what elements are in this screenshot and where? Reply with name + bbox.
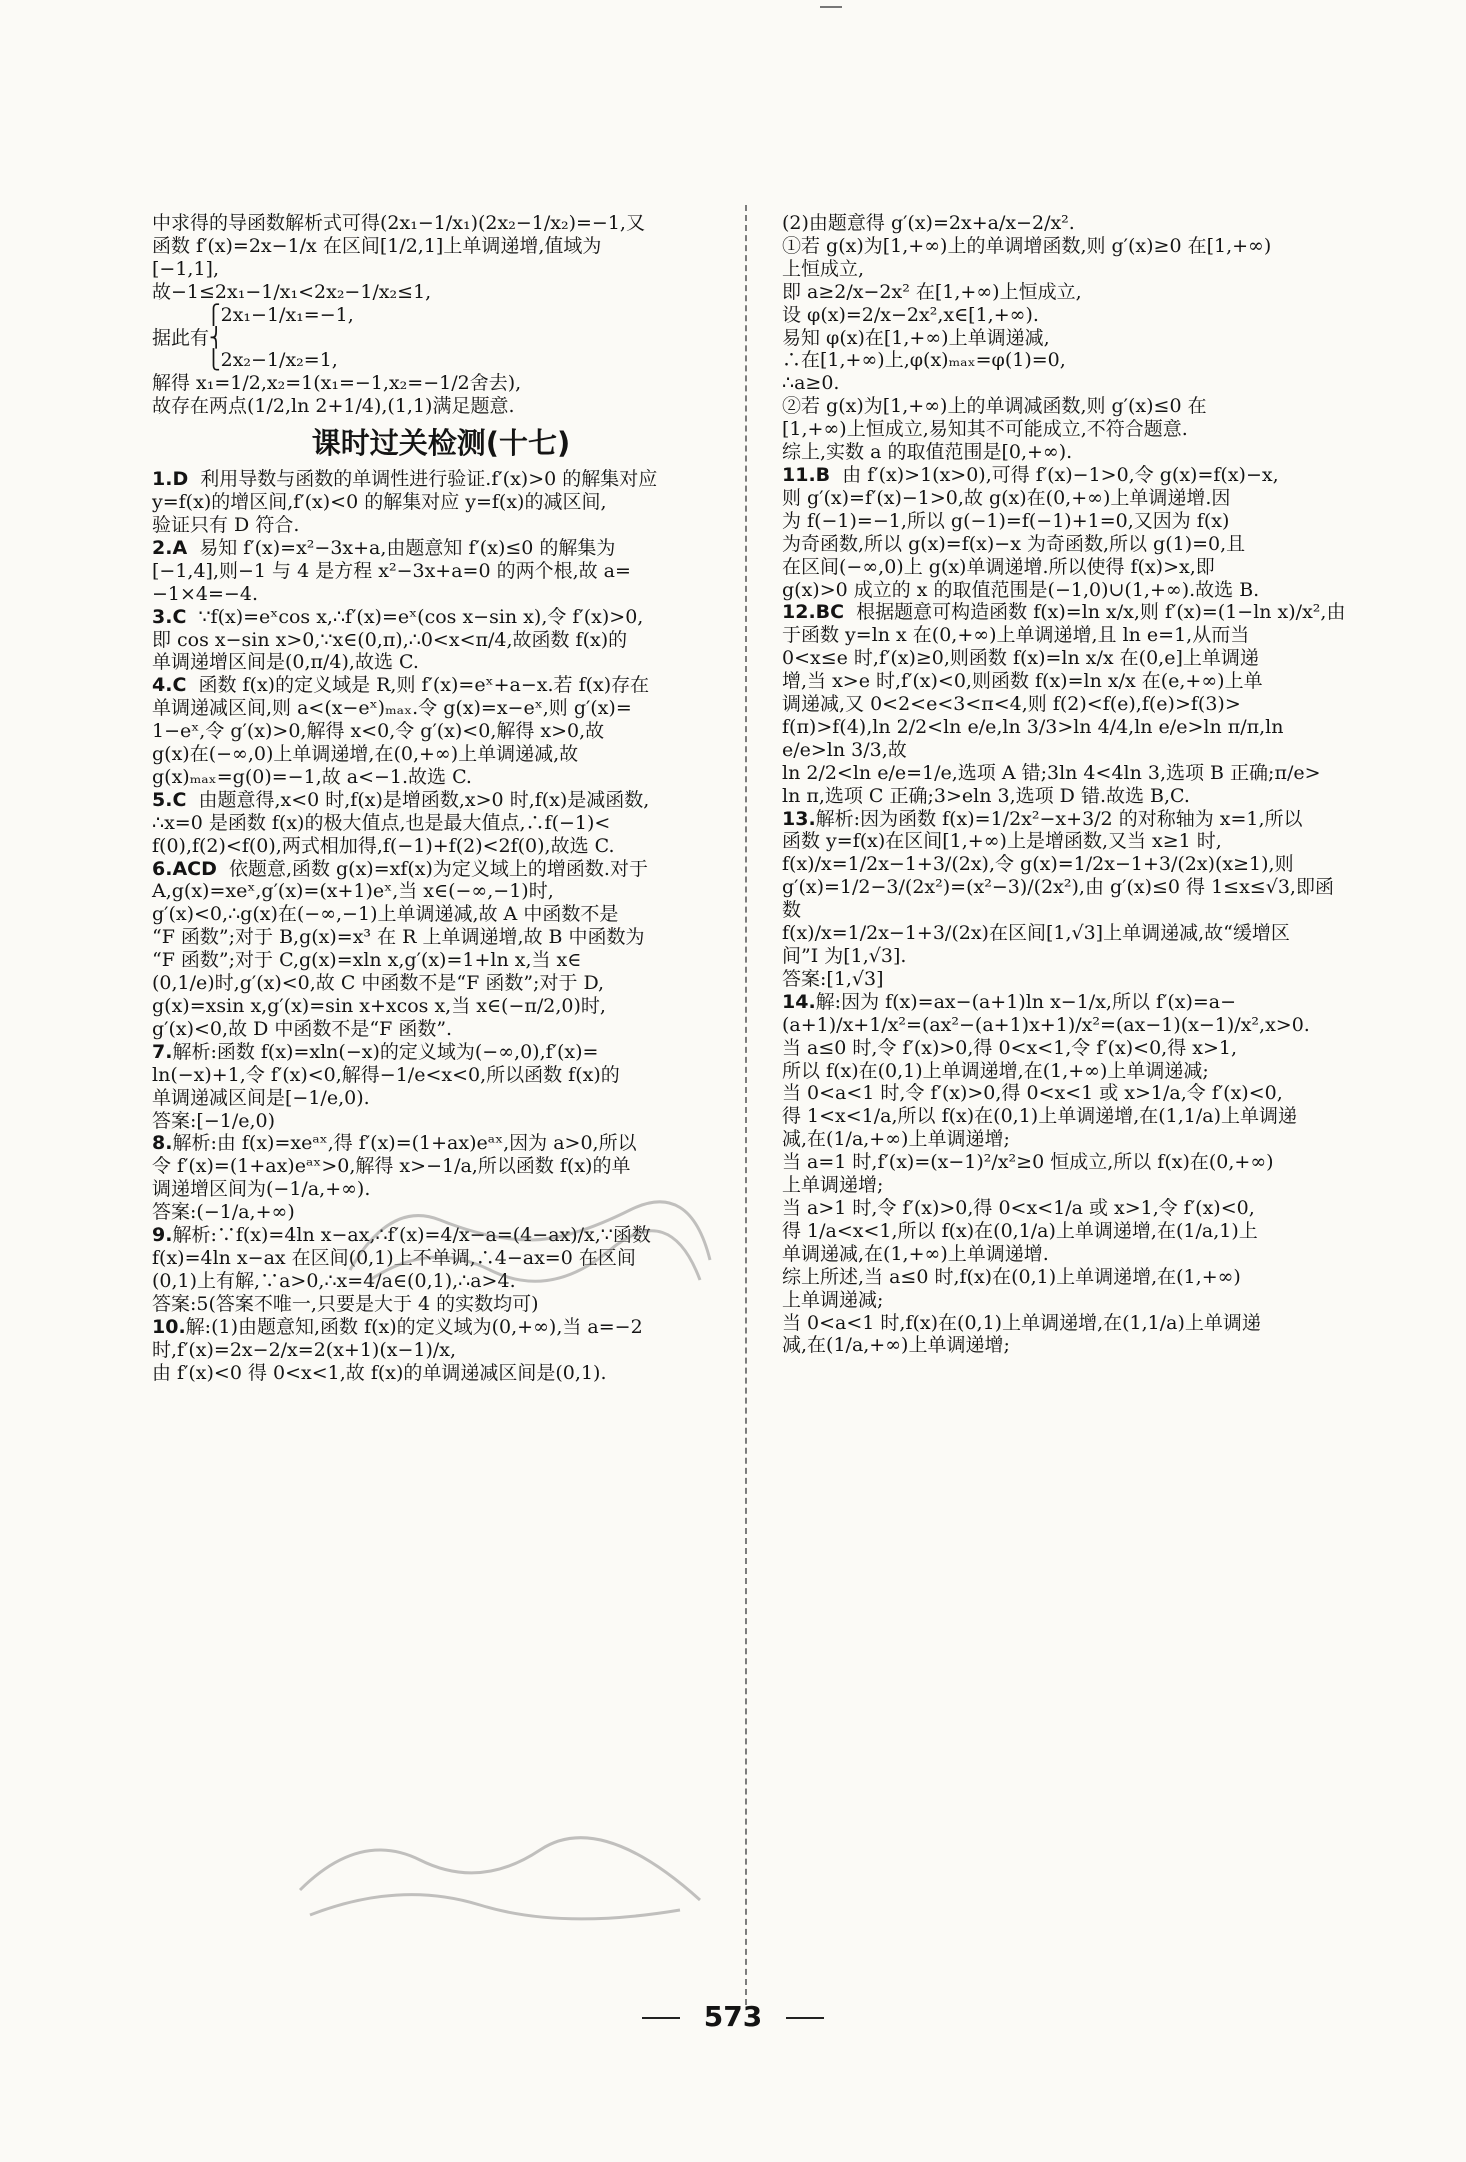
line-text: 为奇函数,所以 g(x)=f(x)−x 为奇函数,所以 g(1)=0,且	[782, 532, 1246, 555]
line-text: 当 a=1 时,f′(x)=(x−1)²/x²≥0 恒成立,所以 f(x)在(0,+∞)	[782, 1151, 1274, 1174]
text-line	[152, 1224, 730, 1247]
top-mark	[820, 6, 842, 8]
line-text: 解析:因为函数 f(x)=1/2x²−x+3/2 的对称轴为 x=1,所以	[815, 807, 1303, 830]
line-text: 解:(1)由题意知,函数 f(x)的定义域为(0,+∞),当 a=−2	[185, 1315, 643, 1338]
line-text: 上恒成立,	[782, 257, 865, 280]
line-text: ⎩2x₂−1/x₂=1,	[152, 349, 338, 372]
text-line	[782, 853, 1350, 876]
text-line	[152, 395, 730, 418]
line-text: 验证只有 D 符合.	[152, 513, 300, 536]
text-line	[782, 991, 1350, 1014]
line-text: 1−eˣ,令 g′(x)>0,解得 x<0,令 g′(x)<0,解得 x>0,故	[152, 720, 605, 743]
line-text: ∴x=0 是函数 f(x)的极大值点,也是最大值点,∴f(−1)<	[152, 811, 611, 834]
line-text: 间”I 为[1,√3].	[782, 945, 907, 967]
line-text: 由 f′(x)>1(x>0),可得 f′(x)−1>0,令 g(x)=f(x)−x,	[830, 463, 1279, 486]
question-number: 6.ACD	[152, 857, 217, 880]
line-text: 答案:(−1/a,+∞)	[152, 1201, 295, 1224]
text-line	[152, 606, 730, 629]
line-text: 由题意得,x<0 时,f(x)是增函数,x>0 时,f(x)是减函数,	[186, 788, 650, 811]
text-line	[782, 349, 1350, 372]
section-heading: 课时过关检测(十七)	[311, 426, 571, 461]
line-text: (0,1/e)时,g′(x)<0,故 C 中函数不是“F 函数”;对于 D,	[152, 972, 605, 995]
text-line	[782, 922, 1350, 945]
text-line	[782, 876, 1350, 922]
text-line	[782, 1128, 1350, 1151]
footer-dash-right	[786, 2017, 824, 2019]
text-line	[152, 327, 730, 350]
text-line	[782, 716, 1350, 762]
line-text: 得 1<x<1/a,所以 f(x)在(0,1)上单调递增,在(1,1/a)上单调递	[782, 1105, 1298, 1128]
question-number: 7.	[152, 1040, 173, 1063]
line-text: 函数 y=f(x)在区间[1,+∞)上是增函数,又当 x≥1 时,	[782, 830, 1222, 853]
line-text: 增,当 x>e 时,f′(x)<0,则函数 f(x)=ln x/x 在(e,+∞)上单	[782, 670, 1263, 693]
text-line	[782, 1037, 1350, 1060]
text-line	[782, 1197, 1350, 1220]
question-number: 9.	[152, 1224, 173, 1247]
text-line	[782, 441, 1350, 464]
left-column	[152, 212, 730, 1384]
line-text: 据此有⎨	[152, 326, 224, 349]
question-number: 3.C	[152, 605, 187, 628]
text-line	[782, 212, 1350, 235]
line-text: f(π)>f(4),ln 2/2<ln e/e,ln 3/3>ln 4/4,ln e/e>ln π/π,ln e/e>ln 3/3,故	[782, 715, 1290, 761]
text-line	[152, 674, 730, 697]
text-line	[782, 647, 1350, 670]
text-line	[152, 812, 730, 835]
text-line	[782, 579, 1350, 602]
line-text: 答案:5(答案不唯一,只要是大于 4 的实数均可)	[152, 1292, 539, 1315]
question-number: 4.C	[152, 674, 187, 697]
text-line	[782, 235, 1350, 258]
text-line	[152, 743, 730, 766]
column-divider	[745, 205, 747, 2005]
footer-dash-left	[642, 2017, 680, 2019]
text-line	[152, 1087, 730, 1110]
line-text: f(0),f(2)<f(0),两式相加得,f(−1)+f(2)<2f(0),故选 C.	[152, 834, 615, 857]
line-text: y=f(x)的增区间,f′(x)<0 的解集对应 y=f(x)的减区间,	[152, 491, 607, 514]
line-text: ln 2/2<ln e/e=1/e,选项 A 错;3ln 4<4ln 3,选项 B 正确;π/e>	[782, 761, 1321, 784]
page-number: 573	[703, 2000, 763, 2033]
line-text: 当 a≤0 时,令 f′(x)>0,得 0<x<1,令 f′(x)<0,得 x>1,	[782, 1036, 1238, 1059]
line-text: 当 0<a<1 时,令 f′(x)>0,得 0<x<1 或 x>1/a,令 f′(x)<0,	[782, 1082, 1283, 1105]
text-line	[782, 945, 1350, 968]
text-line	[152, 858, 730, 881]
text-line	[152, 1362, 730, 1385]
line-text: 故−1≤2x₁−1/x₁<2x₂−1/x₂≤1,	[152, 280, 432, 303]
line-text: ①若 g(x)为[1,+∞)上的单调增函数,则 g′(x)≥0 在[1,+∞)	[782, 234, 1272, 257]
line-text: f(x)/x=1/2x−1+3/(2x),令 g(x)=1/2x−1+3/(2x)(x≥1),则	[782, 853, 1294, 876]
text-line	[152, 514, 730, 537]
text-line	[152, 835, 730, 858]
line-text: [1,+∞)上恒成立,易知其不可能成立,不符合题意.	[782, 418, 1188, 441]
text-line	[782, 1312, 1350, 1335]
text-line	[782, 808, 1350, 831]
text-line	[782, 510, 1350, 533]
line-text: f(x)/x=1/2x−1+3/(2x)在区间[1,√3]上单调递减,故“缓增区	[782, 922, 1290, 945]
text-line	[152, 926, 730, 949]
line-text: 所以 f(x)在(0,1)上单调递增,在(1,+∞)上单调递减;	[782, 1059, 1209, 1082]
text-line	[782, 1174, 1350, 1197]
line-text: “F 函数”;对于 C,g(x)=xln x,g′(x)=1+ln x,当 x∈	[152, 949, 582, 972]
line-text: 综上所述,当 a≤0 时,f(x)在(0,1)上单调递增,在(1,+∞)	[782, 1265, 1241, 1288]
question-number: 5.C	[152, 788, 187, 811]
line-text: ②若 g(x)为[1,+∞)上的单调减函数,则 g′(x)≤0 在	[782, 395, 1207, 418]
text-line	[782, 1060, 1350, 1083]
line-text: 函数 f(x)的定义域是 R,则 f′(x)=eˣ+a−x.若 f(x)存在	[186, 674, 650, 697]
text-line	[152, 1316, 730, 1339]
line-text: g(x)>0 成立的 x 的取值范围是(−1,0)∪(1,+∞).故选 B.	[782, 578, 1260, 601]
line-text: 时,f′(x)=2x−2/x=2(x+1)(x−1)/x,	[152, 1338, 457, 1361]
watermark-stamp-2	[280, 1810, 720, 1930]
text-line	[152, 372, 730, 395]
line-text: 故存在两点(1/2,ln 2+1/4),(1,1)满足题意.	[152, 395, 515, 418]
text-line	[782, 487, 1350, 510]
text-line	[152, 1018, 730, 1041]
text-line	[152, 880, 730, 903]
text-line	[782, 1266, 1350, 1289]
text-line	[152, 1339, 730, 1362]
line-text: 根据题意可构造函数 f(x)=ln x/x,则 f′(x)=(1−ln x)/x²,由	[844, 601, 1346, 624]
line-text: 于函数 y=ln x 在(0,+∞)上单调递增,且 ln e=1,从而当	[782, 624, 1250, 647]
question-number: 13.	[782, 807, 816, 830]
text-line	[152, 491, 730, 514]
line-text: 中求得的导函数解析式可得(2x₁−1/x₁)(2x₂−1/x₂)=−1,又	[152, 212, 645, 234]
line-text: g′(x)=1/2−3/(2x²)=(x²−3)/(2x²),由 g′(x)≤0 得 1≤x≤√3,即函数	[782, 876, 1334, 922]
line-text: g′(x)<0,∴g(x)在(−∞,−1)上单调递减,故 A 中函数不是	[152, 903, 619, 926]
line-text: 设 φ(x)=2/x−2x²,x∈[1,+∞).	[782, 303, 1039, 326]
text-line	[152, 258, 730, 281]
text-line	[782, 762, 1350, 785]
line-text: 令 f′(x)=(1+ax)eᵃˣ>0,解得 x>−1/a,所以函数 f(x)的单	[152, 1155, 631, 1178]
text-line	[152, 651, 730, 674]
line-text: 上单调递减;	[782, 1288, 884, 1311]
line-text: 调递增区间为(−1/a,+∞).	[152, 1178, 371, 1201]
line-text: 即 cos x−sin x>0,∵x∈(0,π),∴0<x<π/4,故函数 f(x)的	[152, 628, 628, 651]
text-line	[782, 281, 1350, 304]
line-text: 当 0<a<1 时,f(x)在(0,1)上单调递增,在(1,1/a)上单调递	[782, 1311, 1261, 1334]
line-text: 减,在(1/a,+∞)上单调递增;	[782, 1334, 1010, 1357]
line-text: 解析:由 f(x)=xeᵃˣ,得 f′(x)=(1+ax)eᵃˣ,因为 a>0,所以	[172, 1132, 637, 1155]
text-line	[152, 560, 730, 583]
text-line	[152, 1110, 730, 1133]
text-line	[152, 1293, 730, 1316]
text-line	[782, 304, 1350, 327]
line-text: 利用导数与函数的单调性进行验证.f′(x)>0 的解集对应	[188, 468, 658, 491]
text-line	[152, 1155, 730, 1178]
line-text: ln π,选项 C 正确;3>eln 3,选项 D 错.故选 B,C.	[782, 784, 1190, 807]
line-text: g(x)在(−∞,0)上单调递增,在(0,+∞)上单调递减,故	[152, 743, 579, 766]
text-line	[152, 972, 730, 995]
line-text: ∵f(x)=eˣcos x,∴f′(x)=eˣ(cos x−sin x),令 f′(x)>0,	[186, 605, 644, 628]
text-line	[152, 349, 730, 372]
text-line	[152, 1247, 730, 1270]
text-line	[782, 1289, 1350, 1312]
text-line	[152, 1132, 730, 1155]
text-line	[152, 629, 730, 652]
line-text: [−1,4],则−1 与 4 是方程 x²−3x+a=0 的两个根,故 a=	[152, 559, 631, 582]
text-line	[152, 1041, 730, 1064]
text-line	[782, 693, 1350, 716]
text-line	[782, 670, 1350, 693]
text-line	[782, 601, 1350, 624]
line-text: 调递减,又 0<2<e<3<π<4,则 f(2)<f(e),f(e)>f(3)>	[782, 693, 1241, 716]
question-number: 14.	[782, 990, 816, 1013]
right-column	[782, 212, 1350, 1357]
line-text: A,g(x)=xeˣ,g′(x)=(x+1)eˣ,当 x∈(−∞,−1)时,	[152, 880, 554, 903]
text-line	[152, 697, 730, 720]
line-text: 答案:[−1/e,0)	[152, 1109, 276, 1132]
line-text: 解:因为 f(x)=ax−(a+1)ln x−1/x,所以 f′(x)=a−	[815, 990, 1237, 1013]
line-text: 即 a≥2/x−2x² 在[1,+∞)上恒成立,	[782, 280, 1082, 303]
line-text: 单调递增区间是(0,π/4),故选 C.	[152, 651, 419, 674]
line-text: 答案:[1,√3]	[782, 967, 884, 990]
line-text: 综上,实数 a 的取值范围是[0,+∞).	[782, 441, 1073, 464]
line-text: 当 a>1 时,令 f′(x)>0,得 0<x<1/a 或 x>1,令 f′(x)<0,	[782, 1196, 1255, 1219]
line-text: 0<x≤e 时,f′(x)≥0,则函数 f(x)=ln x/x 在(0,e]上单调递	[782, 647, 1259, 670]
line-text: 在区间(−∞,0)上 g(x)单调递增.所以使得 f(x)>x,即	[782, 555, 1215, 578]
text-line	[782, 1334, 1350, 1357]
line-text: 则 g′(x)=f′(x)−1>0,故 g(x)在(0,+∞)上单调递增.因	[782, 486, 1231, 509]
text-line	[782, 464, 1350, 487]
text-line	[152, 1201, 730, 1224]
text-line	[782, 1151, 1350, 1174]
text-line	[782, 258, 1350, 281]
question-number: 10.	[152, 1315, 186, 1338]
line-text: 解得 x₁=1/2,x₂=1(x₁=−1,x₂=−1/2舍去),	[152, 372, 522, 395]
text-line	[152, 537, 730, 560]
line-text: (a+1)/x+1/x²=(ax²−(a+1)x+1)/x²=(ax−1)(x−1)/x²,x>0.	[782, 1013, 1310, 1036]
question-number: 2.A	[152, 536, 188, 559]
text-line	[782, 830, 1350, 853]
line-text: g(x)ₘₐₓ=g(0)=−1,故 a<−1.故选 C.	[152, 765, 472, 788]
text-line	[782, 395, 1350, 418]
text-line	[782, 556, 1350, 579]
text-line	[152, 468, 730, 491]
text-line	[782, 1105, 1350, 1128]
text-line	[152, 583, 730, 606]
question-number: 11.B	[782, 463, 831, 486]
text-line	[152, 1178, 730, 1201]
text-line	[152, 304, 730, 327]
line-text: 为 f(−1)=−1,所以 g(−1)=f(−1)+1=0,又因为 f(x)	[782, 509, 1230, 532]
text-line	[782, 533, 1350, 556]
line-text: 函数 f′(x)=2x−1/x 在区间[1/2,1]上单调递增,值域为	[152, 234, 602, 257]
line-text: 依题意,函数 g(x)=xf(x)为定义域上的增函数.对于	[216, 857, 648, 880]
line-text: 解析:∵f(x)=4ln x−ax,∴f′(x)=4/x−a=(4−ax)/x,∵函数	[172, 1224, 651, 1247]
line-text: 易知 φ(x)在[1,+∞)上单调递减,	[782, 326, 1050, 349]
page-footer	[0, 2000, 1466, 2033]
text-line	[152, 949, 730, 972]
text-line	[152, 281, 730, 304]
line-text: “F 函数”;对于 B,g(x)=x³ 在 R 上单调递增,故 B 中函数为	[152, 926, 645, 949]
line-text: g(x)=xsin x,g′(x)=sin x+xcos x,当 x∈(−π/2,0)时,	[152, 995, 606, 1017]
line-text: (0,1)上有解,∵a>0,∴x=4/a∈(0,1),∴a>4.	[152, 1269, 516, 1292]
text-line	[152, 766, 730, 789]
line-text: g′(x)<0,故 D 中函数不是“F 函数”.	[152, 1017, 453, 1040]
line-text: [−1,1],	[152, 257, 220, 280]
text-line	[152, 789, 730, 812]
text-line	[152, 995, 730, 1018]
text-line	[782, 785, 1350, 808]
line-text: 单调递减区间,则 a<(x−eˣ)ₘₐₓ.令 g(x)=x−eˣ,则 g′(x)=	[152, 697, 632, 720]
line-text: f(x)=4ln x−ax 在区间(0,1)上不单调,∴4−ax=0 在区间	[152, 1246, 636, 1269]
text-line	[782, 327, 1350, 350]
line-text: 减,在(1/a,+∞)上单调递增;	[782, 1128, 1010, 1151]
text-line	[152, 212, 730, 235]
text-line	[782, 1243, 1350, 1266]
question-number: 1.D	[152, 468, 189, 491]
line-text: 上单调递增;	[782, 1174, 884, 1197]
line-text: 得 1/a<x<1,所以 f(x)在(0,1/a)上单调递增,在(1/a,1)上	[782, 1219, 1258, 1242]
text-line	[152, 235, 730, 258]
text-line	[152, 1064, 730, 1087]
text-line	[152, 720, 730, 743]
text-line	[782, 1014, 1350, 1037]
text-line	[782, 624, 1350, 647]
text-line	[782, 1220, 1350, 1243]
text-line	[782, 418, 1350, 441]
text-line	[782, 372, 1350, 395]
line-text: ⎧2x₁−1/x₁=−1,	[152, 303, 354, 326]
text-line	[782, 968, 1350, 991]
line-text: 易知 f′(x)=x²−3x+a,由题意知 f′(x)≤0 的解集为	[187, 536, 616, 559]
line-text: ∴a≥0.	[782, 372, 840, 395]
question-number: 12.BC	[782, 601, 845, 624]
line-text: (2)由题意得 g′(x)=2x+a/x−2/x².	[782, 212, 1075, 234]
line-text: ∴在[1,+∞)上,φ(x)ₘₐₓ=φ(1)=0,	[782, 349, 1066, 372]
line-text: 单调递减,在(1,+∞)上单调递增.	[782, 1242, 1049, 1265]
text-line	[782, 1082, 1350, 1105]
line-text: 解析:函数 f(x)=xln(−x)的定义域为(−∞,0),f′(x)=	[172, 1040, 599, 1063]
line-text: 由 f′(x)<0 得 0<x<1,故 f(x)的单调递减区间是(0,1).	[152, 1361, 607, 1384]
line-text: −1×4=−4.	[152, 582, 258, 605]
text-line	[152, 903, 730, 926]
question-number: 8.	[152, 1132, 173, 1155]
line-text: ln(−x)+1,令 f′(x)<0,解得−1/e<x<0,所以函数 f(x)的	[152, 1063, 620, 1086]
line-text: 单调递减区间是[−1/e,0).	[152, 1086, 370, 1109]
text-line	[152, 1270, 730, 1293]
